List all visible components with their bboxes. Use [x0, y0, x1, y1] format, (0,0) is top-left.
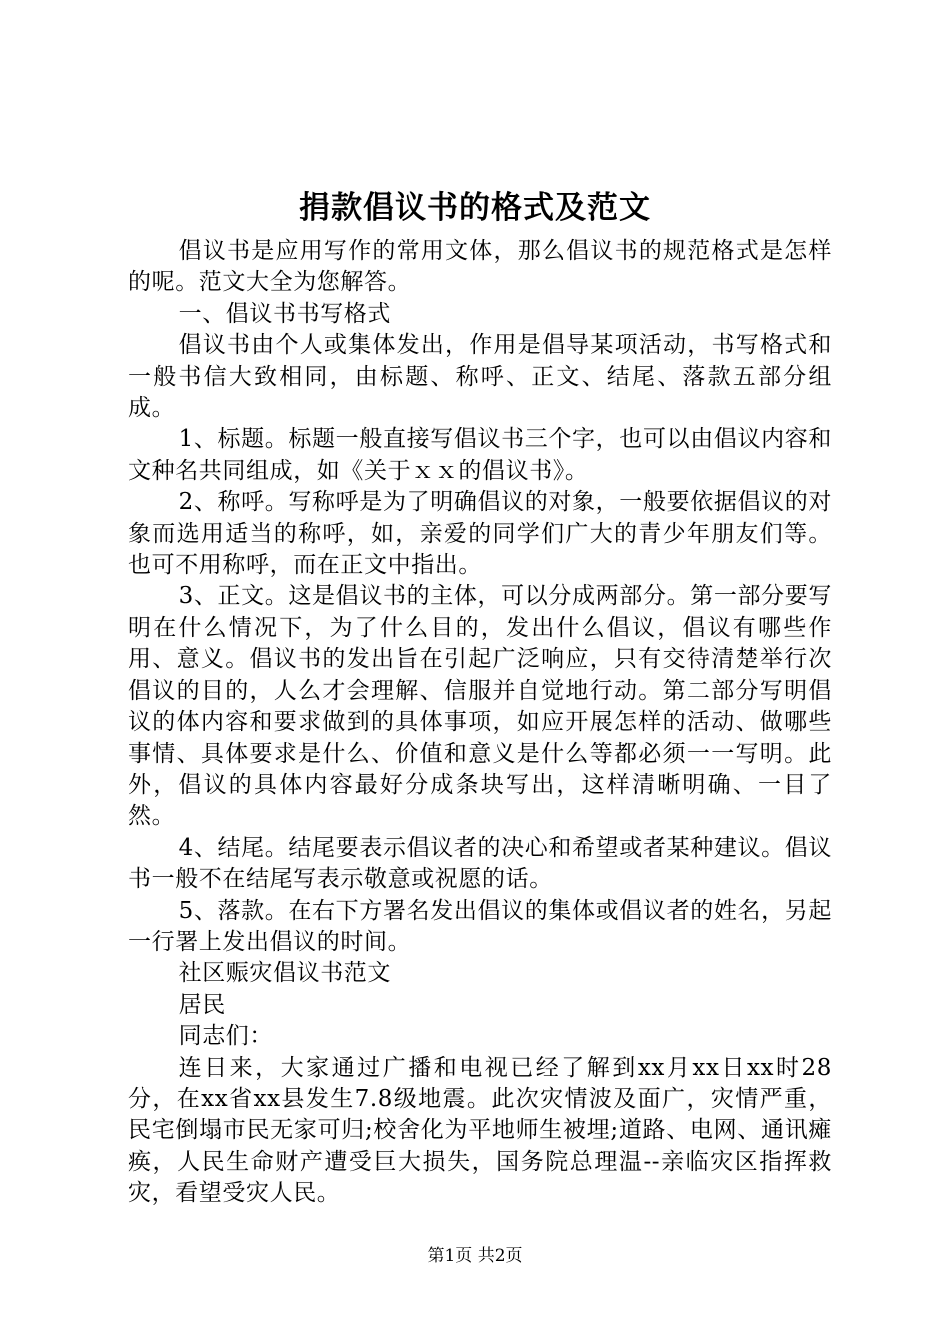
page-title: 捐款倡议书的格式及范文: [299, 190, 651, 226]
paragraph-signature-rule: 5、落款。在右下方署名发出倡议的集体或倡议者的姓名，另起一行署上发出倡议的时间。: [128, 897, 832, 955]
section-heading-format: 一、倡议书书写格式: [178, 300, 391, 327]
sample-salutation: 同志们：: [178, 1023, 273, 1050]
paragraph-salutation-rule: 2、称呼。写称呼是为了明确倡议的对象，一般要依据倡议的对象而选用适当的称呼，如，亲爱的同学们广大的青少年朋友们等。也可不用称呼，而在正文中指出。: [128, 489, 832, 579]
paragraph-intro: 倡议书是应用写作的常用文体，那么倡议书的规范格式是怎样的呢。范文大全为您解答。: [128, 238, 832, 296]
paragraph-body-rule: 3、正文。这是倡议书的主体，可以分成两部分。第一部分要写明在什么情况下，为了什么目的，发出什么倡议，倡议有哪些作用、意义。倡议书的发出旨在引起广泛响应，只有交待清楚举行次倡议的目的，人么才会理解、信服并自觉地行动。第二部分写明倡议的体内容和要求做到的具体事项，如应开展怎样的活动、做哪些事情、具体要求是什么、价值和意义是什么等都必须一一写明。此外，倡议的具体内容最好分成条块写出，这样清晰明确、一目了然。: [128, 583, 832, 830]
sample-body-paragraph: 连日来，大家通过广播和电视已经了解到xx月xx日xx时28分，在xx省xx县发生7.8级地震。此次灾情波及面广，灾情严重，民宅倒塌市民无家可归;校舍化为平地师生被埋;道路、电网、通讯瘫痪，人民生命财产遭受巨大损失，国务院总理温--亲临灾区指挥救灾，看望受灾人民。: [128, 1054, 832, 1207]
document-body: [128, 236, 832, 1210]
paragraph-format-overview: 倡议书由个人或集体发出，作用是倡导某项活动，书写格式和一般书信大致相同，由标题、称呼、正文、结尾、落款五部分组成。: [128, 332, 832, 422]
sample-recipient: 居民: [178, 991, 226, 1018]
paragraph-ending-rule: 4、结尾。结尾要表示倡议者的决心和希望或者某种建议。倡议书一般不在结尾写表示敬意或祝愿的话。: [128, 834, 832, 893]
page-number-footer: 第1页 共2页: [427, 1246, 523, 1266]
paragraph-title-rule: 1、标题。标题一般直接写倡议书三个字，也可以由倡议内容和文种名共同组成，如《关于ｘｘ的倡议书》。: [128, 426, 832, 484]
section-heading-sample: 社区赈灾倡议书范文: [178, 960, 391, 987]
